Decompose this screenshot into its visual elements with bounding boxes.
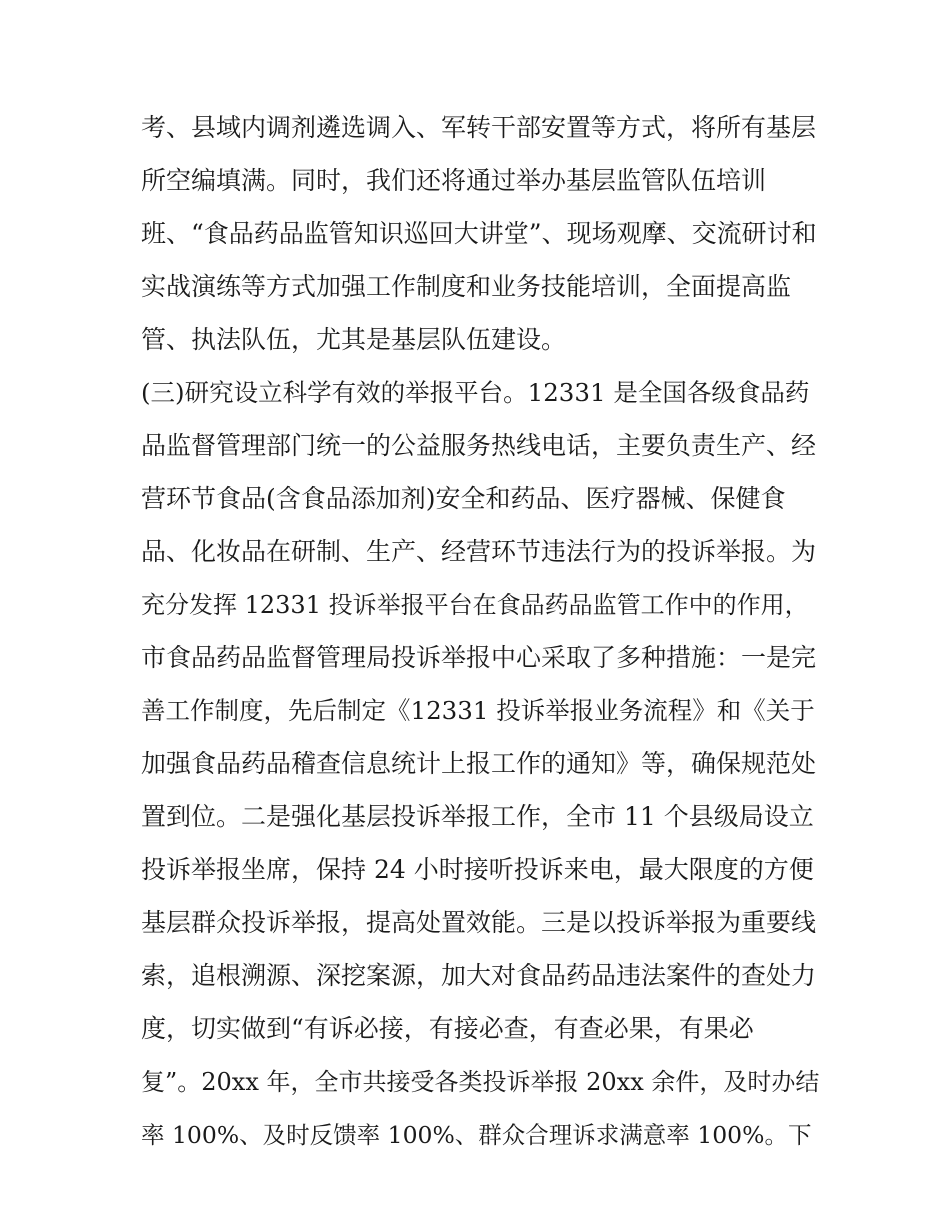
text-line: (三)研究设立科学有效的举报平台。12331 是全国各级食品药 xyxy=(141,378,810,407)
text-line: 复”。20xx 年，全市共接受各类投诉举报 20xx 余件，及时办结 xyxy=(141,1068,820,1096)
text-line: 营环节食品(含食品添加剂)安全和药品、医疗器械、保健食 xyxy=(141,484,786,513)
text-line: 品、化妆品在研制、生产、经营环节违法行为的投诉举报。为 xyxy=(141,537,817,566)
text-line: 班、“食品药品监管知识巡回大讲堂”、现场观摩、交流研讨和 xyxy=(141,219,817,248)
text-line: 考、县域内调剂遴选调入、军转干部安置等方式，将所有基层 xyxy=(141,113,817,142)
text-line: 度，切实做到“有诉必接，有接必查，有查必果，有果必 xyxy=(141,1014,754,1043)
text-line: 置到位。二是强化基层投诉举报工作，全市 11 个县级局设立 xyxy=(141,802,814,831)
text-line: 市食品药品监督管理局投诉举报中心采取了多种措施：一是完 xyxy=(141,643,817,672)
text-line: 实战演练等方式加强工作制度和业务技能培训，全面提高监 xyxy=(141,272,792,301)
text-line: 加强食品药品稽查信息统计上报工作的通知》等，确保规范处 xyxy=(141,749,817,778)
text-line: 基层群众投诉举报，提高处置效能。三是以投诉举报为重要线 xyxy=(141,908,817,937)
text-line: 率 100%、及时反馈率 100%、群众合理诉求满意率 100%。下 xyxy=(141,1121,812,1149)
text-line: 投诉举报坐席，保持 24 小时接听投诉来电，最大限度的方便 xyxy=(141,855,814,884)
text-line: 充分发挥 12331 投诉举报平台在食品药品监管工作中的作用， xyxy=(141,591,809,619)
text-line: 管、执法队伍，尤其是基层队伍建设。 xyxy=(141,325,567,354)
text-line: 品监督管理部门统一的公益服务热线电话，主要负责生产、经 xyxy=(141,431,817,460)
text-line: 善工作制度，先后制定《12331 投诉举报业务流程》和《关于 xyxy=(141,696,815,725)
text-line: 所空编填满。同时，我们还将通过举办基层监管队伍培训 xyxy=(141,166,767,195)
text-line: 索，追根溯源、深挖案源，加大对食品药品违法案件的查处力 xyxy=(141,961,817,990)
